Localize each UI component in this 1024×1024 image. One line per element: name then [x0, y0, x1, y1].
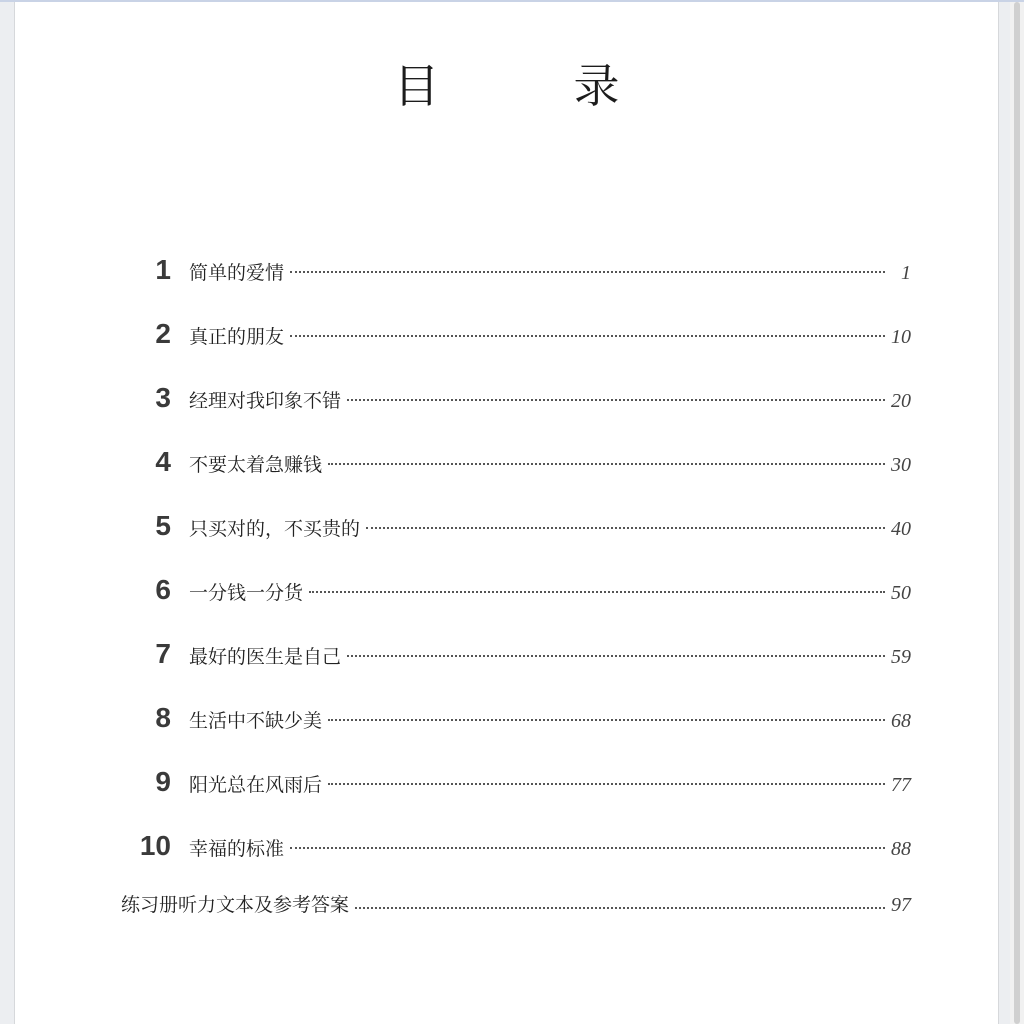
dot-leader: [290, 335, 885, 337]
toc-entry-10[interactable]: [121, 830, 911, 866]
chapter-title: 真正的朋友: [189, 326, 285, 348]
chapter-title: 最好的医生是自己: [189, 646, 342, 668]
dot-leader: [366, 527, 885, 529]
page-number: 10: [891, 326, 911, 348]
toc-entry-9[interactable]: [121, 766, 911, 802]
dot-leader: [347, 399, 885, 401]
page-number: 97: [891, 894, 911, 916]
chapter-number: 6: [155, 574, 171, 605]
toc-entry-7[interactable]: [121, 638, 911, 674]
chapter-title: 只买对的，不买贵的: [189, 518, 361, 540]
toc-entry-5[interactable]: [121, 510, 911, 546]
page-number: 50: [891, 582, 911, 604]
chapter-number: 2: [155, 318, 171, 349]
page-number: 88: [891, 838, 911, 860]
scrollbar-thumb[interactable]: [1014, 2, 1020, 1024]
page-number: 40: [891, 518, 911, 540]
chapter-number: 3: [155, 382, 171, 413]
dot-leader: [355, 907, 885, 909]
page-number: 77: [891, 774, 911, 796]
chapter-number: 1: [155, 254, 171, 285]
page-title: 目 录: [393, 59, 664, 113]
dot-leader: [328, 463, 885, 465]
page-number: 59: [891, 646, 911, 668]
chapter-number: 8: [155, 702, 171, 733]
document-page: [14, 2, 999, 1024]
chapter-number: 10: [139, 830, 171, 861]
page-number: 30: [891, 454, 911, 476]
appendix-title: 练习册听力文本及参考答案: [121, 894, 350, 916]
page-number: 1: [901, 262, 911, 284]
toc-entry-3[interactable]: [121, 382, 911, 418]
dot-leader: [290, 847, 885, 849]
chapter-title: 阳光总在风雨后: [189, 774, 323, 796]
chapter-title: 幸福的标准: [189, 838, 285, 860]
chapter-title: 简单的爱情: [189, 262, 285, 284]
chapter-number: 5: [155, 510, 171, 541]
chapter-number: 9: [155, 766, 171, 797]
page-number: 20: [891, 390, 911, 412]
vertical-scrollbar[interactable]: [1010, 2, 1024, 1024]
toc-entry-8[interactable]: [121, 702, 911, 738]
chapter-title: 不要太着急赚钱: [189, 454, 323, 476]
dot-leader: [328, 719, 885, 721]
dot-leader: [347, 655, 885, 657]
chapter-title: 经理对我印象不错: [189, 390, 342, 412]
dot-leader: [328, 783, 885, 785]
page-number: 68: [891, 710, 911, 732]
chapter-number: 7: [155, 638, 171, 669]
toc-entry-4[interactable]: [121, 446, 911, 482]
dot-leader: [290, 271, 885, 273]
toc-entry-6[interactable]: [121, 574, 911, 610]
dot-leader: [309, 591, 885, 593]
toc-entry-2[interactable]: [121, 318, 911, 354]
toc-entry-1[interactable]: [121, 254, 911, 290]
chapter-number: 4: [155, 446, 171, 477]
toc-entry-appendix[interactable]: [121, 890, 911, 926]
chapter-title: 一分钱一分货: [189, 582, 304, 604]
chapter-title: 生活中不缺少美: [189, 710, 323, 732]
